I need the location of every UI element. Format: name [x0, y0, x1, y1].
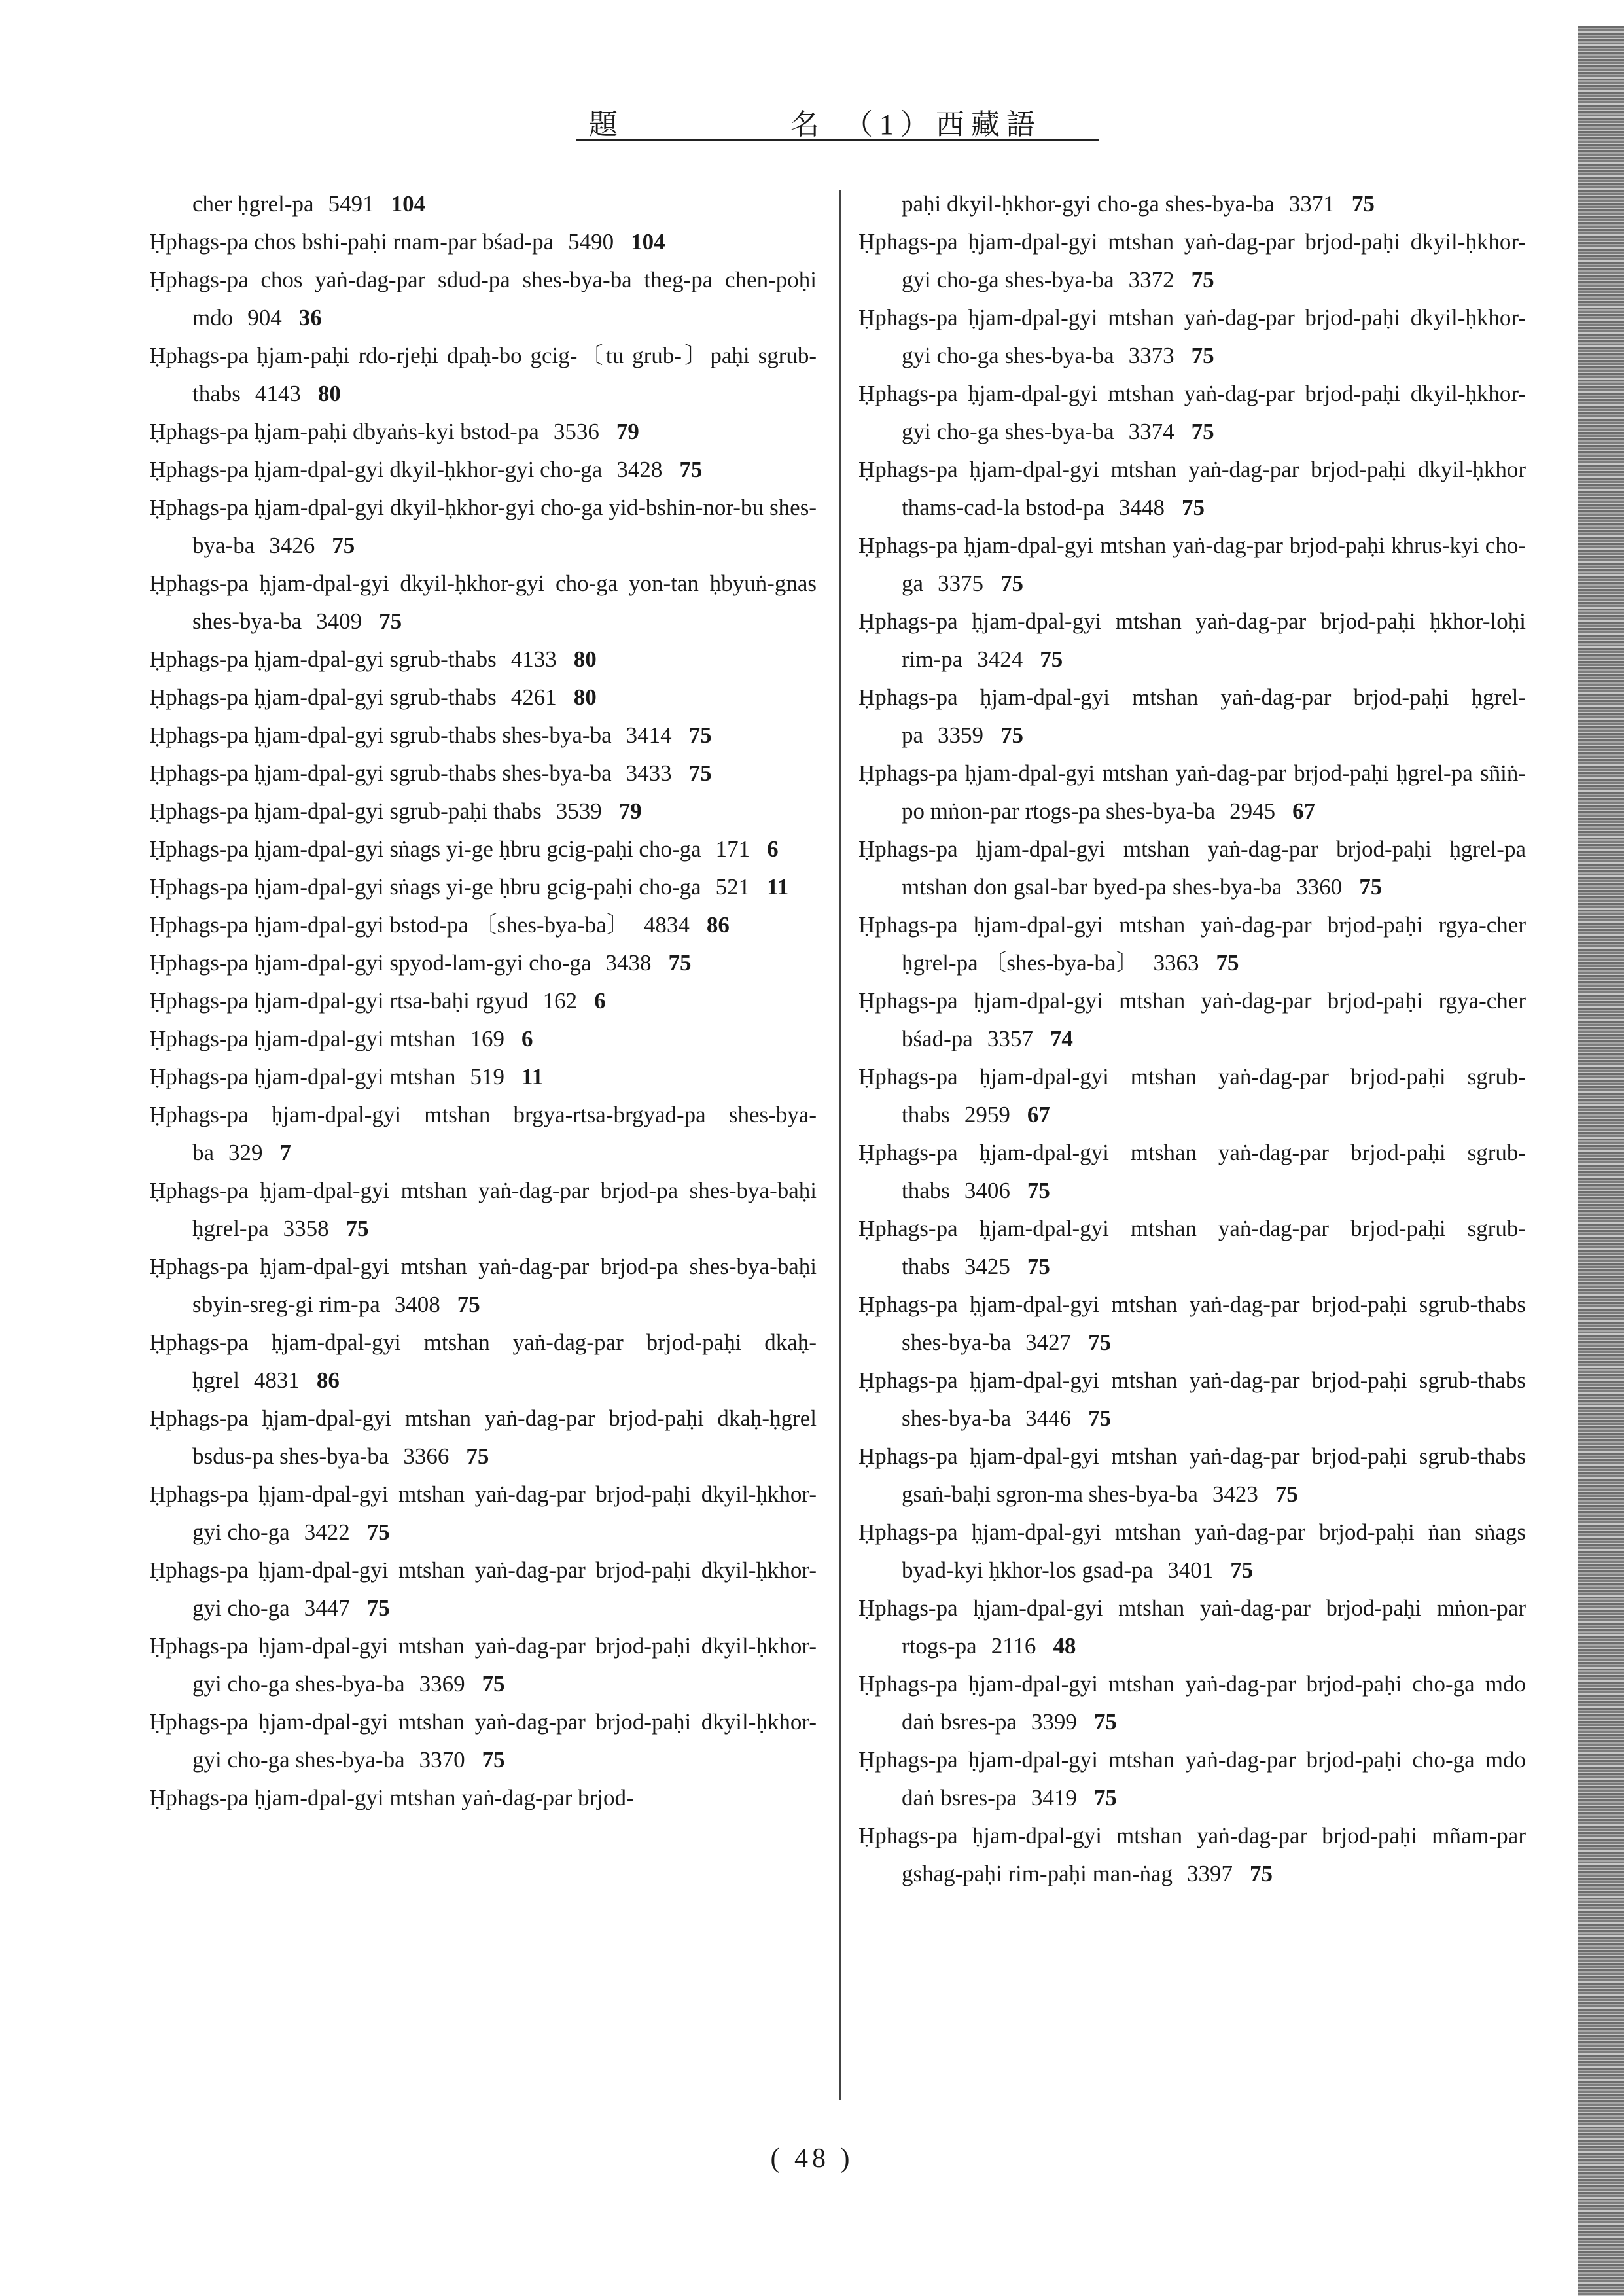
index-entry — [858, 754, 1526, 830]
entry-title: Ḥphags-pa ḥjam-dpal-gyi sgrub-paḥi thabs — [149, 798, 542, 824]
index-entry — [149, 1475, 817, 1551]
entry-catalog-number: 3399 — [1031, 1709, 1077, 1735]
index-entry — [858, 1058, 1526, 1134]
entry-volume-number: 104 — [631, 229, 665, 255]
index-entry — [858, 1589, 1526, 1665]
entry-title: Ḥphags-pa ḥjam-dpal-gyi sṅags yi-ge ḥbru gcig-paḥi cho-ga — [149, 874, 701, 900]
entry-volume-number: 75 — [679, 457, 703, 482]
entry-catalog-number: 3409 — [316, 609, 362, 634]
index-entry — [858, 527, 1526, 603]
entry-volume-number: 75 — [1359, 874, 1383, 900]
entry-catalog-number: 519 — [470, 1064, 505, 1089]
index-entry — [149, 451, 817, 489]
entry-title: Ḥphags-pa ḥjam-dpal-gyi sgrub-thabs — [149, 646, 497, 672]
index-entry — [858, 1210, 1526, 1286]
entry-title: Ḥphags-pa ḥjam-dpal-gyi sgrub-thabs shes-bya-ba — [149, 722, 612, 748]
entry-catalog-number: 329 — [228, 1140, 263, 1165]
entry-title: Ḥphags-pa ḥjam-dpal-gyi mtshan yaṅ-dag-par brjod-paḥi dkyil-ḥkhor-gyi cho-ga — [149, 1481, 817, 1545]
entry-volume-number: 75 — [688, 722, 712, 748]
entry-title: Ḥphags-pa ḥjam-paḥi dbyaṅs-kyi bstod-pa — [149, 419, 539, 444]
entry-catalog-number: 3374 — [1128, 419, 1174, 444]
entry-catalog-number: 3536 — [553, 419, 599, 444]
index-entry — [149, 1779, 817, 1817]
entry-title: Ḥphags-pa ḥjam-dpal-gyi mtshan yaṅ-dag-par brjod-paḥi dkyil-ḥkhor-gyi cho-ga shes-bya-ba — [858, 229, 1526, 292]
entry-volume-number: 86 — [706, 912, 730, 938]
entry-title: Ḥphags-pa ḥjam-dpal-gyi mtshan yaṅ-dag-par brjod- — [149, 1785, 634, 1810]
entry-title: Ḥphags-pa ḥjam-dpal-gyi bstod-pa 〔shes-bya-ba〕 — [149, 912, 629, 938]
entry-catalog-number: 2116 — [991, 1633, 1036, 1659]
entry-catalog-number: 3359 — [938, 722, 984, 748]
entry-title: Ḥphags-pa ḥjam-dpal-gyi dkyil-ḥkhor-gyi cho-ga yid-bshin-nor-bu shes-bya-ba — [149, 495, 817, 558]
entry-title: Ḥphags-pa ḥjam-dpal-gyi mtshan yaṅ-dag-par brjod-paḥi rgya-cher bśad-pa — [858, 988, 1526, 1051]
entry-volume-number: 104 — [391, 191, 426, 217]
entry-title: Ḥphags-pa ḥjam-dpal-gyi mtshan yaṅ-dag-par brjod-paḥi dkyil-ḥkhor-gyi cho-ga shes-bya-ba — [858, 381, 1526, 444]
entry-volume-number: 6 — [767, 836, 779, 862]
entry-catalog-number: 4143 — [255, 381, 301, 406]
entry-catalog-number: 169 — [470, 1026, 505, 1051]
entry-volume-number: 75 — [1182, 495, 1205, 520]
index-entry — [149, 906, 817, 944]
entry-title: Ḥphags-pa ḥjam-dpal-gyi mtshan — [149, 1064, 456, 1089]
entry-catalog-number: 3539 — [556, 798, 602, 824]
entry-title: Ḥphags-pa ḥjam-dpal-gyi mtshan yaṅ-dag-par brjod-paḥi sgrub-thabs shes-bya-ba — [858, 1368, 1526, 1431]
index-entry — [149, 1096, 817, 1172]
index-entry — [858, 451, 1526, 527]
entry-title: Ḥphags-pa ḥjam-dpal-gyi mtshan yaṅ-dag-par brjod-paḥi sgrub-thabs — [858, 1216, 1526, 1279]
index-entry — [149, 1627, 817, 1703]
index-entry — [149, 679, 817, 716]
entry-catalog-number: 3397 — [1187, 1861, 1233, 1886]
entry-catalog-number: 5491 — [328, 191, 374, 217]
entry-volume-number: 75 — [345, 1216, 369, 1241]
entry-catalog-number: 2959 — [964, 1102, 1010, 1127]
index-column-right — [858, 185, 1526, 1893]
index-entry — [149, 337, 817, 413]
index-entry — [149, 1324, 817, 1400]
entry-catalog-number: 3424 — [977, 646, 1023, 672]
index-entry — [858, 375, 1526, 451]
entry-volume-number: 79 — [616, 419, 639, 444]
entry-title: Ḥphags-pa ḥjam-dpal-gyi mtshan yaṅ-dag-par brjod-paḥi dkaḥ-ḥgrel bsdus-pa shes-bya-ba — [149, 1405, 817, 1469]
column-divider — [839, 190, 841, 2100]
index-entry — [149, 1703, 817, 1779]
entry-catalog-number: 3438 — [605, 950, 652, 976]
entry-title: Ḥphags-pa ḥjam-paḥi rdo-rjeḥi dpaḥ-bo gcig-〔tu grub-〕paḥi sgrub-thabs — [149, 343, 817, 406]
running-header — [576, 98, 1099, 141]
entry-catalog-number: 904 — [247, 305, 282, 330]
entry-volume-number: 80 — [573, 684, 597, 710]
entry-volume-number: 67 — [1292, 798, 1316, 824]
entry-volume-number: 75 — [1040, 646, 1063, 672]
entry-volume-number: 74 — [1050, 1026, 1073, 1051]
entry-title: Ḥphags-pa ḥjam-dpal-gyi mtshan yaṅ-dag-par brjod-pa shes-bya-baḥi sbyin-sreg-gi rim-pa — [149, 1254, 817, 1317]
entry-catalog-number: 3371 — [1288, 191, 1335, 217]
index-entry — [858, 679, 1526, 754]
entry-catalog-number: 3363 — [1153, 950, 1199, 976]
entry-catalog-number: 3446 — [1025, 1405, 1072, 1431]
index-entry — [149, 1058, 817, 1096]
index-entry — [858, 1741, 1526, 1817]
index-entry — [858, 1665, 1526, 1741]
entry-title: Ḥphags-pa ḥjam-dpal-gyi mtshan yaṅ-dag-par brjod-paḥi ḥgrel-pa sñiṅ-po mṅon-par rtogs-pa shes-bya-ba — [858, 760, 1526, 824]
entry-title: Ḥphags-pa ḥjam-dpal-gyi mtshan yaṅ-dag-par brjod-pa shes-bya-baḥi ḥgrel-pa — [149, 1178, 817, 1241]
entry-catalog-number: 171 — [715, 836, 750, 862]
entry-volume-number: 75 — [668, 950, 692, 976]
entry-catalog-number: 162 — [542, 988, 578, 1014]
index-entry — [149, 489, 817, 565]
entry-volume-number: 36 — [298, 305, 322, 330]
entry-catalog-number: 3448 — [1119, 495, 1165, 520]
entry-catalog-number: 3426 — [269, 533, 315, 558]
entry-title: Ḥphags-pa ḥjam-dpal-gyi mtshan yaṅ-dag-par brjod-paḥi cho-ga mdo daṅ bsres-pa — [858, 1747, 1526, 1810]
entry-volume-number: 75 — [1191, 267, 1214, 292]
entry-catalog-number: 4834 — [643, 912, 690, 938]
entry-catalog-number: 3433 — [626, 760, 672, 786]
entry-title: cher ḥgrel-pa — [192, 191, 314, 217]
entry-title: Ḥphags-pa ḥjam-dpal-gyi mtshan yaṅ-dag-par brjod-paḥi cho-ga mdo daṅ bsres-pa — [858, 1671, 1526, 1735]
index-entry — [149, 223, 817, 261]
entry-volume-number: 75 — [1216, 950, 1239, 976]
entry-catalog-number: 3372 — [1128, 267, 1174, 292]
entry-catalog-number: 3406 — [964, 1178, 1010, 1203]
index-entry — [149, 1551, 817, 1627]
entry-title: Ḥphags-pa ḥjam-dpal-gyi mtshan yaṅ-dag-par brjod-paḥi ṅan sṅags byad-kyi ḥkhor-los gsad-pa — [858, 1519, 1526, 1583]
index-entry — [149, 1248, 817, 1324]
index-entry — [858, 1817, 1526, 1893]
index-entry — [858, 223, 1526, 299]
entry-catalog-number: 3366 — [403, 1443, 450, 1469]
index-entry — [149, 185, 817, 223]
entry-title: paḥi dkyil-ḥkhor-gyi cho-ga shes-bya-ba — [902, 191, 1275, 217]
entry-volume-number: 75 — [1250, 1861, 1273, 1886]
entry-volume-number: 80 — [573, 646, 597, 672]
index-entry — [858, 1513, 1526, 1589]
entry-volume-number: 6 — [594, 988, 606, 1014]
index-entry — [149, 944, 817, 982]
entry-volume-number: 75 — [1027, 1254, 1050, 1279]
entry-title: Ḥphags-pa ḥjam-dpal-gyi mtshan yaṅ-dag-par brjod-paḥi sgrub-thabs gsaṅ-baḥi sgron-ma shes-bya-ba — [858, 1443, 1526, 1507]
index-entry — [149, 792, 817, 830]
entry-volume-number: 67 — [1027, 1102, 1050, 1127]
entry-volume-number: 48 — [1053, 1633, 1076, 1659]
entry-volume-number: 75 — [1191, 343, 1214, 368]
index-entry — [149, 1400, 817, 1475]
index-entry — [858, 1286, 1526, 1362]
entry-title: Ḥphags-pa chos yaṅ-dag-par sdud-pa shes-bya-ba theg-pa chen-poḥi mdo — [149, 267, 817, 330]
entry-volume-number: 75 — [1093, 1709, 1117, 1735]
entry-title: Ḥphags-pa ḥjam-dpal-gyi mtshan brgya-rtsa-brgyad-pa shes-bya-ba — [149, 1102, 817, 1165]
entry-catalog-number: 3358 — [283, 1216, 329, 1241]
entry-volume-number: 75 — [366, 1595, 390, 1621]
entry-title: Ḥphags-pa ḥjam-dpal-gyi mtshan — [149, 1026, 456, 1051]
entry-title: Ḥphags-pa ḥjam-dpal-gyi sṅags yi-ge ḥbru gcig-paḥi cho-ga — [149, 836, 701, 862]
entry-title: Ḥphags-pa ḥjam-dpal-gyi mtshan yaṅ-dag-par brjod-paḥi sgrub-thabs shes-bya-ba — [858, 1292, 1526, 1355]
entry-catalog-number: 3373 — [1128, 343, 1174, 368]
entry-volume-number: 75 — [1000, 722, 1024, 748]
entry-volume-number: 75 — [466, 1443, 489, 1469]
entry-title: Ḥphags-pa ḥjam-dpal-gyi mtshan yaṅ-dag-par brjod-paḥi ḥkhor-loḥi rim-pa — [858, 609, 1526, 672]
index-column-left — [149, 185, 817, 1817]
entry-volume-number: 75 — [379, 609, 402, 634]
entry-title: Ḥphags-pa ḥjam-dpal-gyi mtshan yaṅ-dag-par brjod-paḥi mñam-par gshag-paḥi rim-paḥi man-ṅag — [858, 1823, 1526, 1886]
entry-volume-number: 75 — [1230, 1557, 1254, 1583]
entry-title: Ḥphags-pa ḥjam-dpal-gyi mtshan yaṅ-dag-par brjod-paḥi sgrub-thabs — [858, 1064, 1526, 1127]
entry-title: Ḥphags-pa ḥjam-dpal-gyi mtshan yaṅ-dag-par brjod-paḥi dkyil-ḥkhor-gyi cho-ga shes-bya-ba — [149, 1633, 817, 1697]
entry-volume-number: 75 — [1088, 1330, 1112, 1355]
entry-title: Ḥphags-pa ḥjam-dpal-gyi dkyil-ḥkhor-gyi cho-ga — [149, 457, 603, 482]
entry-volume-number: 7 — [279, 1140, 292, 1165]
entry-volume-number: 80 — [317, 381, 341, 406]
index-entry — [149, 641, 817, 679]
entry-volume-number: 6 — [521, 1026, 533, 1051]
entry-catalog-number: 4133 — [510, 646, 557, 672]
entry-title: Ḥphags-pa ḥjam-dpal-gyi mtshan yaṅ-dag-par brjod-paḥi dkyil-ḥkhor-gyi cho-ga — [149, 1557, 817, 1621]
entry-catalog-number: 3427 — [1025, 1330, 1072, 1355]
entry-volume-number: 75 — [482, 1671, 505, 1697]
entry-title: Ḥphags-pa ḥjam-dpal-gyi mtshan yaṅ-dag-par brjod-paḥi dkyil-ḥkhor thams-cad-la bstod-pa — [858, 457, 1526, 520]
entry-volume-number: 75 — [482, 1747, 505, 1773]
index-entry — [858, 185, 1526, 223]
index-entry — [149, 261, 817, 337]
entry-title: Ḥphags-pa ḥjam-dpal-gyi spyod-lam-gyi cho-ga — [149, 950, 591, 976]
index-entry — [149, 565, 817, 641]
entry-title: Ḥphags-pa ḥjam-dpal-gyi mtshan yaṅ-dag-par brjod-paḥi dkyil-ḥkhor-gyi cho-ga shes-bya-ba — [149, 1709, 817, 1773]
entry-volume-number: 75 — [457, 1292, 480, 1317]
entry-catalog-number: 3428 — [616, 457, 663, 482]
entry-volume-number: 75 — [332, 533, 355, 558]
entry-title: Ḥphags-pa ḥjam-dpal-gyi mtshan yaṅ-dag-par brjod-paḥi sgrub-thabs — [858, 1140, 1526, 1203]
entry-title: Ḥphags-pa ḥjam-dpal-gyi mtshan yaṅ-dag-par brjod-paḥi ḥgrel-pa mtshan don gsal-bar byed-pa shes-bya-ba — [858, 836, 1526, 900]
scanned-page-edge — [1578, 26, 1624, 2296]
entry-catalog-number: 3423 — [1212, 1481, 1258, 1507]
entry-catalog-number: 4261 — [510, 684, 557, 710]
index-entry — [858, 1134, 1526, 1210]
index-entry — [149, 754, 817, 792]
entry-catalog-number: 3414 — [626, 722, 672, 748]
entry-catalog-number: 3419 — [1031, 1785, 1077, 1810]
entry-volume-number: 11 — [767, 874, 789, 900]
entry-catalog-number: 3401 — [1167, 1557, 1214, 1583]
entry-catalog-number: 3375 — [938, 571, 984, 596]
entry-volume-number: 75 — [1093, 1785, 1117, 1810]
entry-title: Ḥphags-pa ḥjam-dpal-gyi sgrub-thabs — [149, 684, 497, 710]
entry-volume-number: 75 — [1191, 419, 1214, 444]
entry-catalog-number: 2945 — [1229, 798, 1276, 824]
index-entry — [149, 868, 817, 906]
entry-catalog-number: 3425 — [964, 1254, 1010, 1279]
entry-volume-number: 86 — [316, 1368, 340, 1393]
entry-volume-number: 75 — [366, 1519, 390, 1545]
entry-title: Ḥphags-pa ḥjam-dpal-gyi mtshan yaṅ-dag-par brjod-paḥi dkyil-ḥkhor-gyi cho-ga shes-bya-ba — [858, 305, 1526, 368]
index-entry — [858, 1438, 1526, 1513]
header-volume-label: （1）西藏語 — [844, 109, 1042, 141]
entry-title: Ḥphags-pa ḥjam-dpal-gyi mtshan yaṅ-dag-par brjod-paḥi rgya-cher ḥgrel-pa 〔shes-bya-ba〕 — [858, 912, 1526, 976]
entry-volume-number: 75 — [688, 760, 712, 786]
entry-volume-number: 79 — [618, 798, 642, 824]
entry-title: Ḥphags-pa ḥjam-dpal-gyi mtshan yaṅ-dag-par brjod-paḥi ḥgrel-pa — [858, 684, 1526, 748]
index-entry — [149, 1172, 817, 1248]
entry-title: Ḥphags-pa ḥjam-dpal-gyi rtsa-baḥi rgyud — [149, 988, 529, 1014]
entry-volume-number: 75 — [1000, 571, 1024, 596]
entry-catalog-number: 3422 — [304, 1519, 350, 1545]
entry-title: Ḥphags-pa ḥjam-dpal-gyi mtshan yaṅ-dag-par brjod-paḥi dkaḥ-ḥgrel — [149, 1330, 817, 1393]
entry-catalog-number: 3408 — [394, 1292, 440, 1317]
index-entry — [149, 413, 817, 451]
entry-catalog-number: 3360 — [1296, 874, 1343, 900]
entry-catalog-number: 3357 — [987, 1026, 1033, 1051]
entry-catalog-number: 5490 — [568, 229, 614, 255]
index-entry — [149, 716, 817, 754]
entry-title: Ḥphags-pa ḥjam-dpal-gyi mtshan yaṅ-dag-par brjod-paḥi mṅon-par rtogs-pa — [858, 1595, 1526, 1659]
entry-catalog-number: 3370 — [419, 1747, 465, 1773]
index-entry — [149, 830, 817, 868]
index-entry — [858, 299, 1526, 375]
index-entry — [149, 1020, 817, 1058]
index-entry — [858, 1362, 1526, 1438]
index-entry — [149, 982, 817, 1020]
entry-catalog-number: 4831 — [253, 1368, 300, 1393]
entry-volume-number: 75 — [1027, 1178, 1050, 1203]
entry-title: Ḥphags-pa chos bshi-paḥi rnam-par bśad-pa — [149, 229, 554, 255]
entry-catalog-number: 3369 — [419, 1671, 465, 1697]
entry-catalog-number: 521 — [715, 874, 750, 900]
index-entry — [858, 906, 1526, 982]
entry-volume-number: 75 — [1275, 1481, 1298, 1507]
entry-volume-number: 75 — [1088, 1405, 1112, 1431]
entry-title: Ḥphags-pa ḥjam-dpal-gyi dkyil-ḥkhor-gyi cho-ga yon-tan ḥbyuṅ-gnas shes-bya-ba — [149, 571, 817, 634]
index-entry — [858, 603, 1526, 679]
index-entry — [858, 830, 1526, 906]
index-entry — [858, 982, 1526, 1058]
entry-title: Ḥphags-pa ḥjam-dpal-gyi sgrub-thabs shes-bya-ba — [149, 760, 612, 786]
page-number: ( 48 ) — [770, 2144, 854, 2174]
entry-catalog-number: 3447 — [304, 1595, 350, 1621]
header-title: 題 名 — [589, 109, 891, 141]
entry-volume-number: 75 — [1351, 191, 1375, 217]
entry-volume-number: 11 — [521, 1064, 544, 1089]
entry-title: Ḥphags-pa ḥjam-dpal-gyi mtshan yaṅ-dag-par brjod-paḥi khrus-kyi cho-ga — [858, 533, 1526, 596]
